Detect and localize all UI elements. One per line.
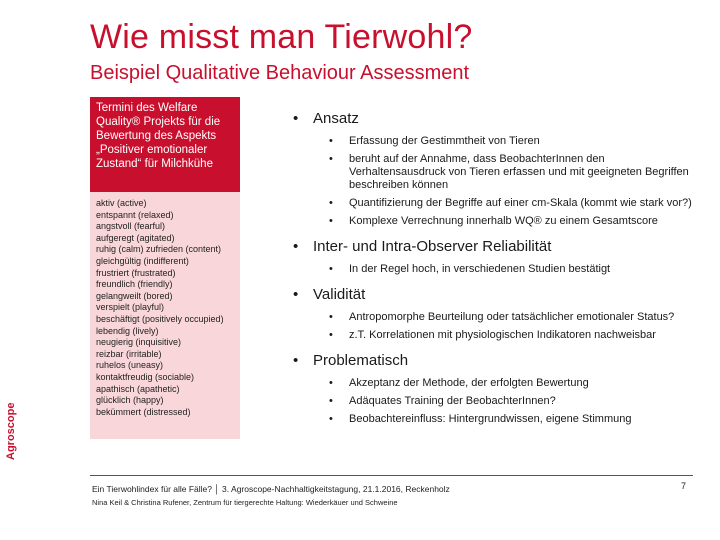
section-heading-text: Ansatz: [313, 110, 359, 127]
term-item: aktiv (active): [96, 198, 147, 208]
term-item: reizbar (irritable): [96, 348, 162, 359]
term-item: ruhelos (uneasy): [96, 360, 164, 371]
term-item: kontaktfreudig (sociable): [96, 371, 195, 382]
list-item: [293, 377, 693, 390]
list-item-text: z.T. Korrelationen mit physiologischen Indikatoren nachweisbar: [349, 329, 656, 341]
section-heading: [293, 110, 693, 127]
list-item: [293, 197, 693, 210]
list-item-text: Antropomorphe Beurteilung oder tatsächlicher emotionaler Status?: [349, 311, 675, 323]
term-item: ruhig (calm) zufrieden (content): [96, 244, 222, 255]
term-item: glücklich (happy): [96, 395, 164, 406]
list-item: [293, 215, 693, 228]
list-item: [293, 153, 693, 192]
bullet-icon: •: [329, 135, 333, 147]
term-item: entspannt (relaxed): [96, 209, 174, 220]
section-items: [293, 377, 693, 426]
terms-heading: Termini des Welfare Quality® Projekts für die Bewertung des Aspekts „Positiver emotionaler Zustand“ für Milchkühe: [90, 97, 240, 192]
footer-divider: [90, 475, 693, 476]
term-item: aufgeregt (agitated): [96, 232, 175, 243]
section-heading-text: Problematisch: [313, 352, 409, 369]
footer-event: Ein Tierwohlindex für alle Fälle? │ 3. Agroscope-Nachhaltigkeitstagung, 21.1.2016, Reckenholz: [92, 484, 450, 494]
list-item-text: beruht auf der Annahme, dass BeobachterInnen den Verhaltensausdruck von Tieren erfassen und mit geeigneten Begriffen beschreiben können: [349, 153, 689, 191]
term-item: verspielt (playful): [96, 302, 165, 313]
bullet-icon: •: [329, 377, 333, 389]
list-item-text: Komplexe Verrechnung innerhalb WQ® zu einem Gesamtscore: [349, 215, 658, 227]
term-item: beschäftigt (positively occupied): [96, 313, 224, 324]
section-items: [293, 263, 693, 276]
bullet-icon: •: [293, 286, 299, 303]
term-item: bekümmert (distressed): [96, 406, 191, 417]
list-item-text: Erfassung der Gestimmtheit von Tieren: [349, 135, 540, 147]
term-item: angstvoll (fearful): [96, 221, 166, 232]
list-item: [293, 263, 693, 276]
section-3: [293, 352, 693, 426]
term-item: apathisch (apathetic): [96, 383, 180, 394]
section-heading-text: Inter- und Intra-Observer Reliabilität: [313, 238, 552, 255]
main-content: [293, 110, 693, 426]
bullet-icon: •: [293, 238, 299, 255]
section-heading: [293, 238, 693, 255]
term-item: neugierig (inquisitive): [96, 337, 182, 348]
page-number: 7: [681, 481, 687, 491]
bullet-icon: •: [329, 153, 333, 165]
bullet-icon: •: [329, 197, 333, 209]
section-items: [293, 135, 693, 228]
section-0: [293, 110, 693, 228]
section-heading-text: Validität: [313, 286, 366, 303]
section-2: [293, 286, 693, 342]
bullet-icon: •: [293, 352, 299, 369]
section-heading: [293, 286, 693, 303]
bullet-icon: •: [329, 263, 333, 275]
bullet-icon: •: [329, 329, 333, 341]
terms-box: [90, 97, 240, 439]
agroscope-logo: Agroscope: [5, 402, 17, 460]
list-item: [293, 329, 693, 342]
list-item: [293, 135, 693, 148]
bullet-icon: •: [329, 215, 333, 227]
page-title: Wie misst man Tierwohl?: [90, 18, 473, 56]
list-item: [293, 395, 693, 408]
term-item: gleichgültig (indifferent): [96, 255, 189, 266]
section-1: [293, 238, 693, 276]
bullet-icon: •: [293, 110, 299, 127]
list-item-text: Akzeptanz der Methode, der erfolgten Bewertung: [349, 377, 589, 389]
list-item: [293, 413, 693, 426]
list-item: [293, 311, 693, 324]
term-item: gelangweilt (bored): [96, 290, 173, 301]
footer-authors: Nina Keil & Christina Rufener, Zentrum für tiergerechte Haltung: Wiederkäuer und Schweine: [92, 498, 398, 507]
term-item: frustriert (frustrated): [96, 267, 176, 278]
term-item: lebendig (lively): [96, 325, 159, 336]
page-subtitle: Beispiel Qualitative Behaviour Assessment: [90, 62, 470, 84]
list-item-text: Beobachtereinfluss: Hintergrundwissen, eigene Stimmung: [349, 413, 632, 425]
terms-list: [96, 198, 240, 418]
section-items: [293, 311, 693, 342]
list-item-text: In der Regel hoch, in verschiedenen Studien bestätigt: [349, 263, 611, 275]
bullet-icon: •: [329, 395, 333, 407]
list-item-text: Quantifizierung der Begriffe auf einer cm-Skala (kommt wie stark vor?): [349, 197, 692, 209]
bullet-icon: •: [329, 311, 333, 323]
list-item-text: Adäquates Training der BeobachterInnen?: [349, 395, 556, 407]
section-heading: [293, 352, 693, 369]
term-item: freundlich (friendly): [96, 279, 173, 290]
bullet-icon: •: [329, 413, 333, 425]
